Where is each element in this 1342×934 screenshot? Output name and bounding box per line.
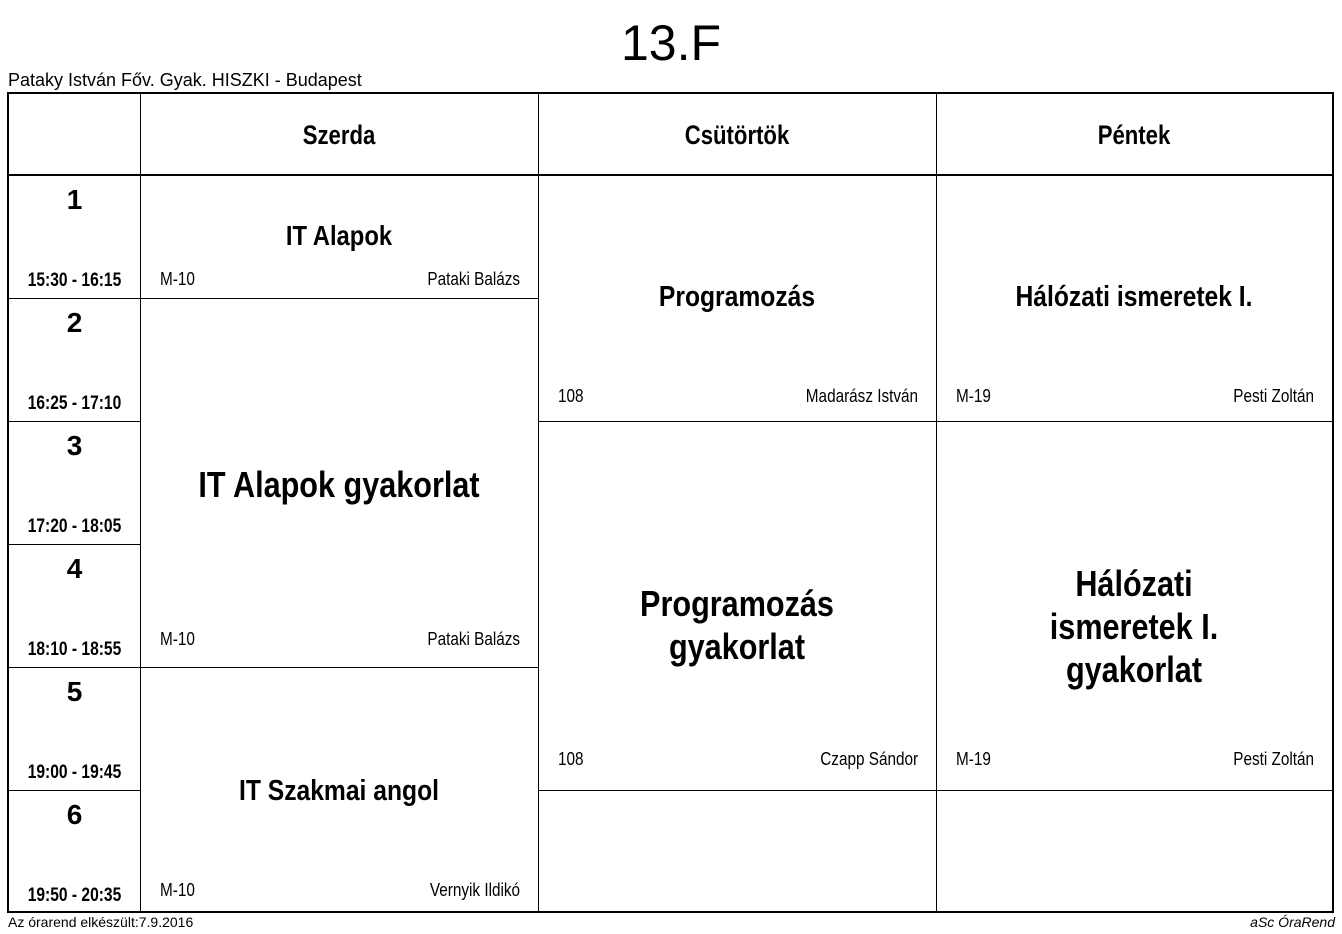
period-number: 1 bbox=[66, 184, 83, 215]
day-header-wednesday: Szerda bbox=[302, 119, 376, 150]
period-number: 6 bbox=[66, 799, 83, 830]
lesson-subject: Programozás gyakorlat bbox=[640, 583, 834, 668]
lesson-cell[interactable] bbox=[140, 668, 538, 913]
lesson-subject: IT Alapok gyakorlat bbox=[198, 464, 480, 505]
grid-line bbox=[9, 544, 140, 545]
period-time: 19:50 - 20:35 bbox=[27, 885, 122, 906]
period-time: 19:00 - 19:45 bbox=[27, 762, 122, 783]
period-time: 15:30 - 16:15 bbox=[27, 270, 122, 291]
timetable-grid bbox=[7, 92, 1334, 913]
lesson-room: M-19 bbox=[956, 749, 991, 769]
period-time: 17:20 - 18:05 bbox=[27, 516, 122, 537]
lesson-room: M-10 bbox=[160, 629, 195, 649]
period-time: 18:10 - 18:55 bbox=[27, 639, 122, 660]
day-header-thursday: Csütörtök bbox=[684, 119, 790, 150]
lesson-teacher: Pataki Balázs bbox=[427, 269, 520, 289]
lesson-cell[interactable] bbox=[936, 175, 1332, 421]
lesson-teacher: Czapp Sándor bbox=[820, 749, 918, 769]
period-number: 3 bbox=[66, 430, 83, 461]
lesson-subject: Hálózati ismeretek I. bbox=[1015, 281, 1253, 313]
lesson-room: M-10 bbox=[160, 269, 195, 289]
lesson-cell[interactable] bbox=[140, 299, 538, 667]
grid-line bbox=[9, 421, 140, 422]
lesson-room: M-19 bbox=[956, 386, 991, 406]
lesson-teacher: Madarász István bbox=[805, 386, 918, 406]
school-name: Pataky István Főv. Gyak. HISZKI - Budapest bbox=[8, 70, 362, 90]
lesson-room: 108 bbox=[558, 386, 584, 406]
period-number: 4 bbox=[66, 553, 83, 584]
lesson-subject: IT Szakmai angol bbox=[238, 775, 439, 807]
day-header-friday: Péntek bbox=[1097, 119, 1171, 150]
grid-line bbox=[9, 790, 140, 791]
lesson-cell[interactable] bbox=[936, 422, 1332, 790]
lesson-cell[interactable] bbox=[538, 422, 936, 790]
period-number: 2 bbox=[66, 307, 83, 338]
class-title: 13.F bbox=[620, 15, 722, 71]
grid-line bbox=[9, 667, 140, 668]
period-number: 5 bbox=[66, 676, 83, 707]
generated-date: Az órarend elkészült:7.9.2016 bbox=[8, 914, 194, 930]
lesson-room: 108 bbox=[558, 749, 584, 769]
lesson-teacher: Pesti Zoltán bbox=[1233, 749, 1314, 769]
grid-line bbox=[9, 298, 140, 299]
lesson-room: M-10 bbox=[160, 880, 195, 900]
lesson-teacher: Pataki Balázs bbox=[427, 629, 520, 649]
lesson-teacher: Vernyik Ildikó bbox=[429, 880, 520, 900]
grid-line bbox=[538, 790, 1332, 791]
lesson-subject: Hálózati ismeretek I. gyakorlat bbox=[1049, 563, 1219, 691]
lesson-cell[interactable] bbox=[538, 175, 936, 421]
period-time: 16:25 - 17:10 bbox=[27, 393, 122, 414]
lesson-subject: Programozás bbox=[658, 281, 816, 313]
lesson-subject: IT Alapok bbox=[285, 220, 393, 251]
lesson-cell[interactable] bbox=[140, 175, 538, 298]
software-credit: aSc ÓraRend bbox=[1250, 914, 1335, 930]
lesson-teacher: Pesti Zoltán bbox=[1233, 386, 1314, 406]
